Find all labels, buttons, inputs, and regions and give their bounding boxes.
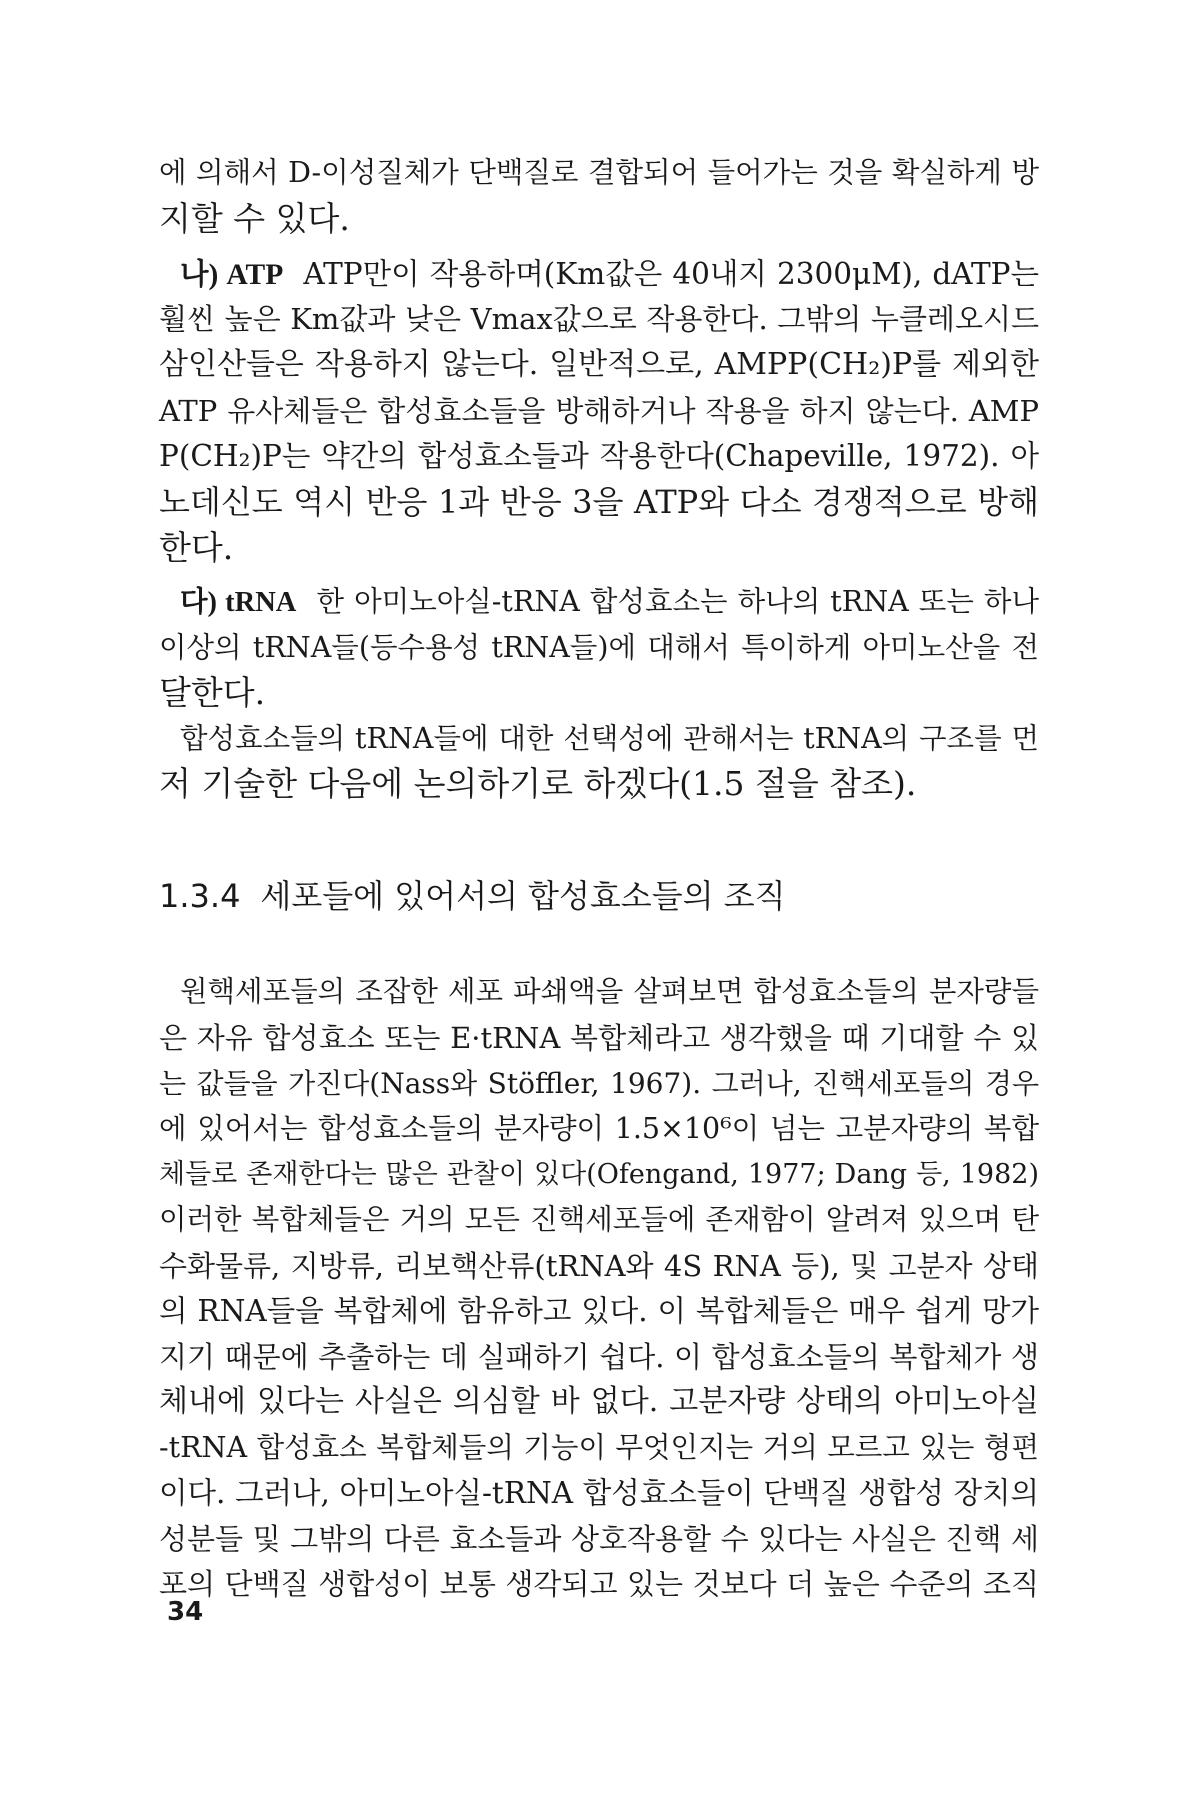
text-line: 이다. 그러나, 아미노아실-tRNA 합성효소들이 단백질 생합성 장치의: [159, 1476, 1039, 1510]
text-line: 한다.: [159, 528, 234, 567]
text-line: -tRNA 합성효소 복합체들의 기능이 무엇인지는 거의 모르고 있는 형편: [159, 1431, 1039, 1464]
text-line: 삼인산들은 작용하지 않는다. 일반적으로, AMPP(CH₂)P를 제외한: [159, 347, 1039, 382]
text-line: 에 의해서 D-이성질체가 단백질로 결합되어 들어가는 것을 확실하게 방: [159, 156, 1039, 189]
text-line: 성분들 및 그밖의 다른 효소들과 상호작용할 수 있다는 사실은 진핵 세: [159, 1522, 1039, 1556]
text-line: 체들로 존재한다는 많은 관찰이 있다(Ofengand, 1977; Dang 등, 1982): [159, 1159, 1039, 1190]
item-atp-first-line: [180, 252, 1039, 297]
text-line: 지기 때문에 추출하는 데 실패하기 쉽다. 이 합성효소들의 복합체가 생: [159, 1340, 1039, 1374]
text-line: 이상의 tRNA들(등수용성 tRNA들)에 대해서 특이하게 아미노산을 전: [159, 631, 1039, 664]
text-line: 체내에 있다는 사실은 의심할 바 없다. 고분자량 상태의 아미노아실: [159, 1384, 1039, 1419]
item-label: 다) tRNA: [180, 587, 297, 618]
section-heading: [159, 874, 786, 918]
item-text: 한 아미노아실-tRNA 합성효소는 하나의 tRNA 또는 하나: [316, 585, 1039, 618]
text-line: 의 RNA들을 복합체에 함유하고 있다. 이 복합체들은 매우 쉽게 망가: [159, 1294, 1039, 1328]
section-number: 1.3.4: [159, 877, 241, 915]
text-line: 노데신도 역시 반응 1과 반응 3을 ATP와 다소 경쟁적으로 방해: [159, 483, 1039, 521]
text-line: 에 있어서는 합성효소들의 분자량이 1.5×10⁶이 넘는 고분자량의 복합: [159, 1112, 1039, 1145]
text-line: 달한다.: [159, 673, 266, 712]
text-line: 훨씬 높은 Km값과 낮은 Vmax값으로 작용한다. 그밖의 누클레오시드: [159, 302, 1039, 336]
text-line: ATP 유사체들은 합성효소들을 방해하거나 작용을 하지 않는다. AMP: [159, 394, 1039, 428]
item-text: ATP만이 작용하며(Km값은 40내지 2300μM), dATP는: [303, 257, 1039, 291]
item-trna-first-line: [180, 580, 1039, 625]
text-line: P(CH₂)P는 약간의 합성효소들과 작용한다(Chapeville, 1972). 아: [159, 439, 1039, 473]
text-line: 은 자유 합성효소 또는 E·tRNA 복합체라고 생각했을 때 기대할 수 있: [159, 1021, 1039, 1055]
text-line: 는 값들을 가진다(Nass와 Stöffler, 1967). 그러나, 진핵세포들의 경우: [159, 1067, 1039, 1100]
text-line: 지할 수 있다.: [159, 199, 350, 238]
page-number: 34: [167, 1597, 204, 1627]
text-line: 합성효소들의 tRNA들에 대한 선택성에 관해서는 tRNA의 구조를 먼: [180, 722, 1039, 755]
text-line: 저 기술한 다음에 논의하기로 하겠다(1.5 절을 참조).: [159, 764, 917, 803]
item-label: 나) ATP: [180, 259, 284, 291]
section-title: 세포들에 있어서의 합성효소들의 조직: [260, 877, 786, 915]
text-line: 원핵세포들의 조잡한 세포 파쇄액을 살펴보면 합성효소들의 분자량들: [180, 975, 1039, 1008]
text-line: 포의 단백질 생합성이 보통 생각되고 있는 것보다 더 높은 수준의 조직: [159, 1567, 1039, 1601]
text-line: 수화물류, 지방류, 리보핵산류(tRNA와 4S RNA 등), 및 고분자 상태: [159, 1249, 1039, 1283]
text-line: 이러한 복합체들은 거의 모든 진핵세포들에 존재함이 알려져 있으며 탄: [159, 1203, 1039, 1236]
